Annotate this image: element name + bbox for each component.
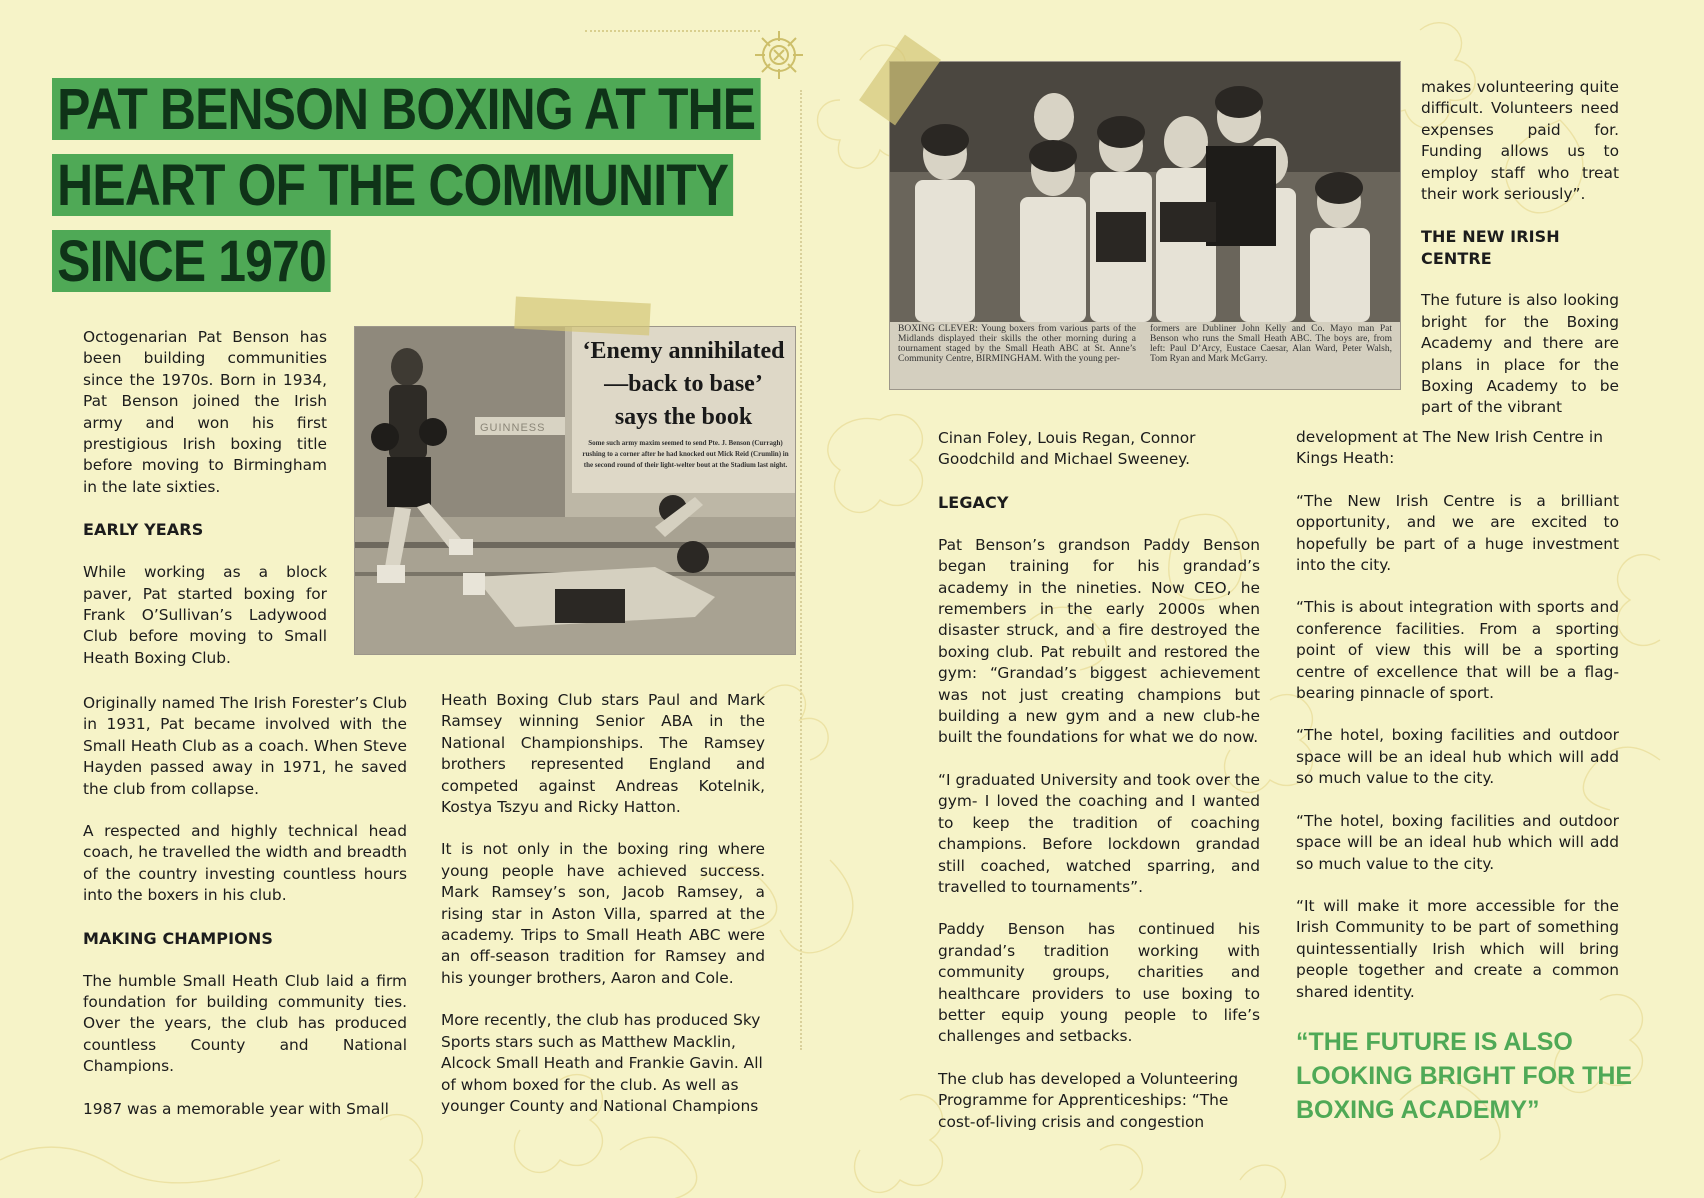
clipping-headline-1: ‘Enemy annihilated [582, 338, 785, 364]
pull-quote: “THE FUTURE IS ALSO LOOKING BRIGHT FOR THE BOXING ACADEMY” [1296, 1028, 1633, 1124]
making-champions-paragraph-2: 1987 was a memorable year with Small [83, 1099, 389, 1118]
column-3 [938, 428, 1260, 1154]
team-photo-image [890, 62, 1400, 322]
early-years-paragraph-3: A respected and highly technical head coach, he travelled the width and breadth of the country investing countless hours into the boxers in his club. [83, 822, 408, 905]
column-1-bottom [83, 693, 407, 1141]
nic-paragraph-1a: The future is also looking bright for the Boxing Academy and there are plans in place for the Boxing Academy to be part of the vibrant [1421, 291, 1619, 417]
legacy-paragraph-3: Paddy Benson has continued his grandad’s tradition working with community groups, charities and healthcare providers to use boxing to better equip young people to life’s challenges and setbacks. [938, 920, 1260, 1046]
nic-paragraph-4: “The hotel, boxing facilities and outdoor space will be an ideal hub which will add so much value to the city. [1296, 726, 1619, 788]
headline-line-3: SINCE 1970 [52, 230, 331, 292]
column-1-top [83, 327, 327, 690]
legacy-paragraph-2: “I graduated University and took over the gym- I loved the coaching and I wanted to keep the tradition of coaching champions. Before lockdown grandad still coached, watched sparring, and travelled to tournaments”. [938, 770, 1260, 896]
volunteering-paragraph: makes volunteering quite difficult. Volunteers need expenses paid for. Funding allows us to employ staff who treat their work seriously”. [1421, 78, 1619, 204]
young-people-paragraph: It is not only in the boxing ring where young people have achieved success. Mark Ramsey’s son, Jacob Ramsey, a rising star in Aston Villa, sparred at the academy. Trips to Small Heath ABC were an off-season tradition for Ramsey and his younger brothers, Aaron and Cole. [441, 840, 765, 987]
team-clipping-photo [890, 62, 1400, 389]
caption-right: formers are Dubliner John Kelly and Co. Mayo man Pat Benson who runs the Small Heath ABC. The boys are, from left: Paul D’Arcy, Eustace Caesar, Alan Ward, Peter Walsh, Tom Ryan and Mark McGarry. [1150, 324, 1392, 364]
early-years-paragraph-2: Originally named The Irish Forester’s Club in 1931, Pat became involved with the Small Heath Club as a coach. When Steve Hayden passed away in 1971, he saved the club from collapse. [83, 694, 407, 798]
making-champions-heading: MAKING CHAMPIONS [83, 928, 273, 948]
names-paragraph: Cinan Foley, Louis Regan, Connor Goodchild and Michael Sweeney. [938, 429, 1196, 469]
headline-line-1: PAT BENSON BOXING AT THE [52, 78, 760, 140]
clipping-headline-3: says the book [614, 404, 753, 430]
legacy-paragraph-1: Pat Benson’s grandson Paddy Benson began training for his grandad’s academy in the nineties. Now CEO, he remembers in the early 2000s when disaster struck, and a fire destroyed the boxing club. Pat rebuilt and restored the gym: “Grandad’s biggest achievement was not just creating champions but building a new gym and a new club-he built the foundations for what we do now. [938, 535, 1260, 747]
legacy-heading: LEGACY [938, 492, 1009, 512]
early-years-paragraph-1: While working as a block paver, Pat started boxing for Frank O’Sullivan’s Ladywood Club before moving to Small Heath Boxing Club. [83, 563, 327, 667]
guinness-banner: GUINNESS [480, 422, 546, 434]
column-4-bottom [1296, 427, 1619, 1024]
nic-heading-line-1: THE NEW IRISH [1421, 227, 1560, 247]
clipping-body: Some such army maxim seemed to send Pte. J. Benson (Curragh) rushing to a corner after he had knocked out Mick Reid (Crumlin) in the second round of their light-welter bout at the Stadium last night. [582, 439, 789, 469]
nic-paragraph-6: “It will make it more accessible for the Irish Community to be part of something quintessentially Irish which will bring people together and create a common shared identity. [1296, 896, 1619, 1001]
early-years-heading: EARLY YEARS [83, 520, 204, 540]
legacy-paragraph-4: The club has developed a Volunteering Programme for Apprenticeships: “The cost-of-living crisis and congestion [938, 1069, 1239, 1131]
intro-paragraph: Octogenarian Pat Benson has been building communities since the 1970s. Born in 1934, Pat Benson joined the Irish army and won his first prestigious Irish boxing title before moving to Birmingham in the late sixties. [83, 328, 327, 496]
headline [52, 78, 876, 306]
clipping-headline-box [572, 327, 795, 493]
sky-sports-paragraph: More recently, the club has produced Sky Sports stars such as Matthew Macklin, Alcock Small Heath and Frankie Gavin. All of whom boxed for the club. As well as younger County and National Champions [441, 1011, 763, 1115]
nic-paragraph-2: “The New Irish Centre is a brilliant opportunity, and we are excited to hopefully be part of a huge investment into the city. [1296, 491, 1619, 575]
clipping-headline-2: —back to base’ [604, 371, 763, 397]
headline-line-2: HEART OF THE COMMUNITY [52, 154, 733, 216]
column-2 [441, 690, 765, 1138]
nic-paragraph-3: “This is about integration with sports and conference facilities. From a sporting point of view this will be a sporting centre of excellence that will be a flag-bearing pinnacle of sport. [1296, 598, 1619, 703]
nic-paragraph-1b: development at The New Irish Centre in Kings Heath: [1296, 428, 1603, 468]
caption-left: BOXING CLEVER: Young boxers from various parts of the Midlands displayed their skills the other morning during a tournament staged by the Small Heath ABC at St. Anne’s Community Centre, BIRMINGHAM. With the young per- [898, 324, 1136, 364]
celtic-knot-icon [752, 28, 806, 82]
nic-heading-line-2: CENTRE [1421, 249, 1492, 269]
nic-paragraph-5: “The hotel, boxing facilities and outdoor space will be an ideal hub which will add so much value to the city. [1296, 811, 1619, 873]
ramsey-paragraph: Heath Boxing Club stars Paul and Mark Ramsey winning Senior ABA in the National Championships. The Ramsey brothers represented England and competed against Andreas Kotelnik, Kostya Tszyu and Ricky Hatton. [441, 691, 765, 817]
new-irish-centre-heading [1421, 226, 1619, 270]
top-dotted-rule [585, 30, 760, 32]
column-4-top [1421, 77, 1619, 419]
making-champions-paragraph-1: The humble Small Heath Club laid a firm foundation for building community ties. Over the years, the club has produced countless County and National Champions. [83, 971, 407, 1076]
boxing-clipping-photo [355, 327, 795, 654]
